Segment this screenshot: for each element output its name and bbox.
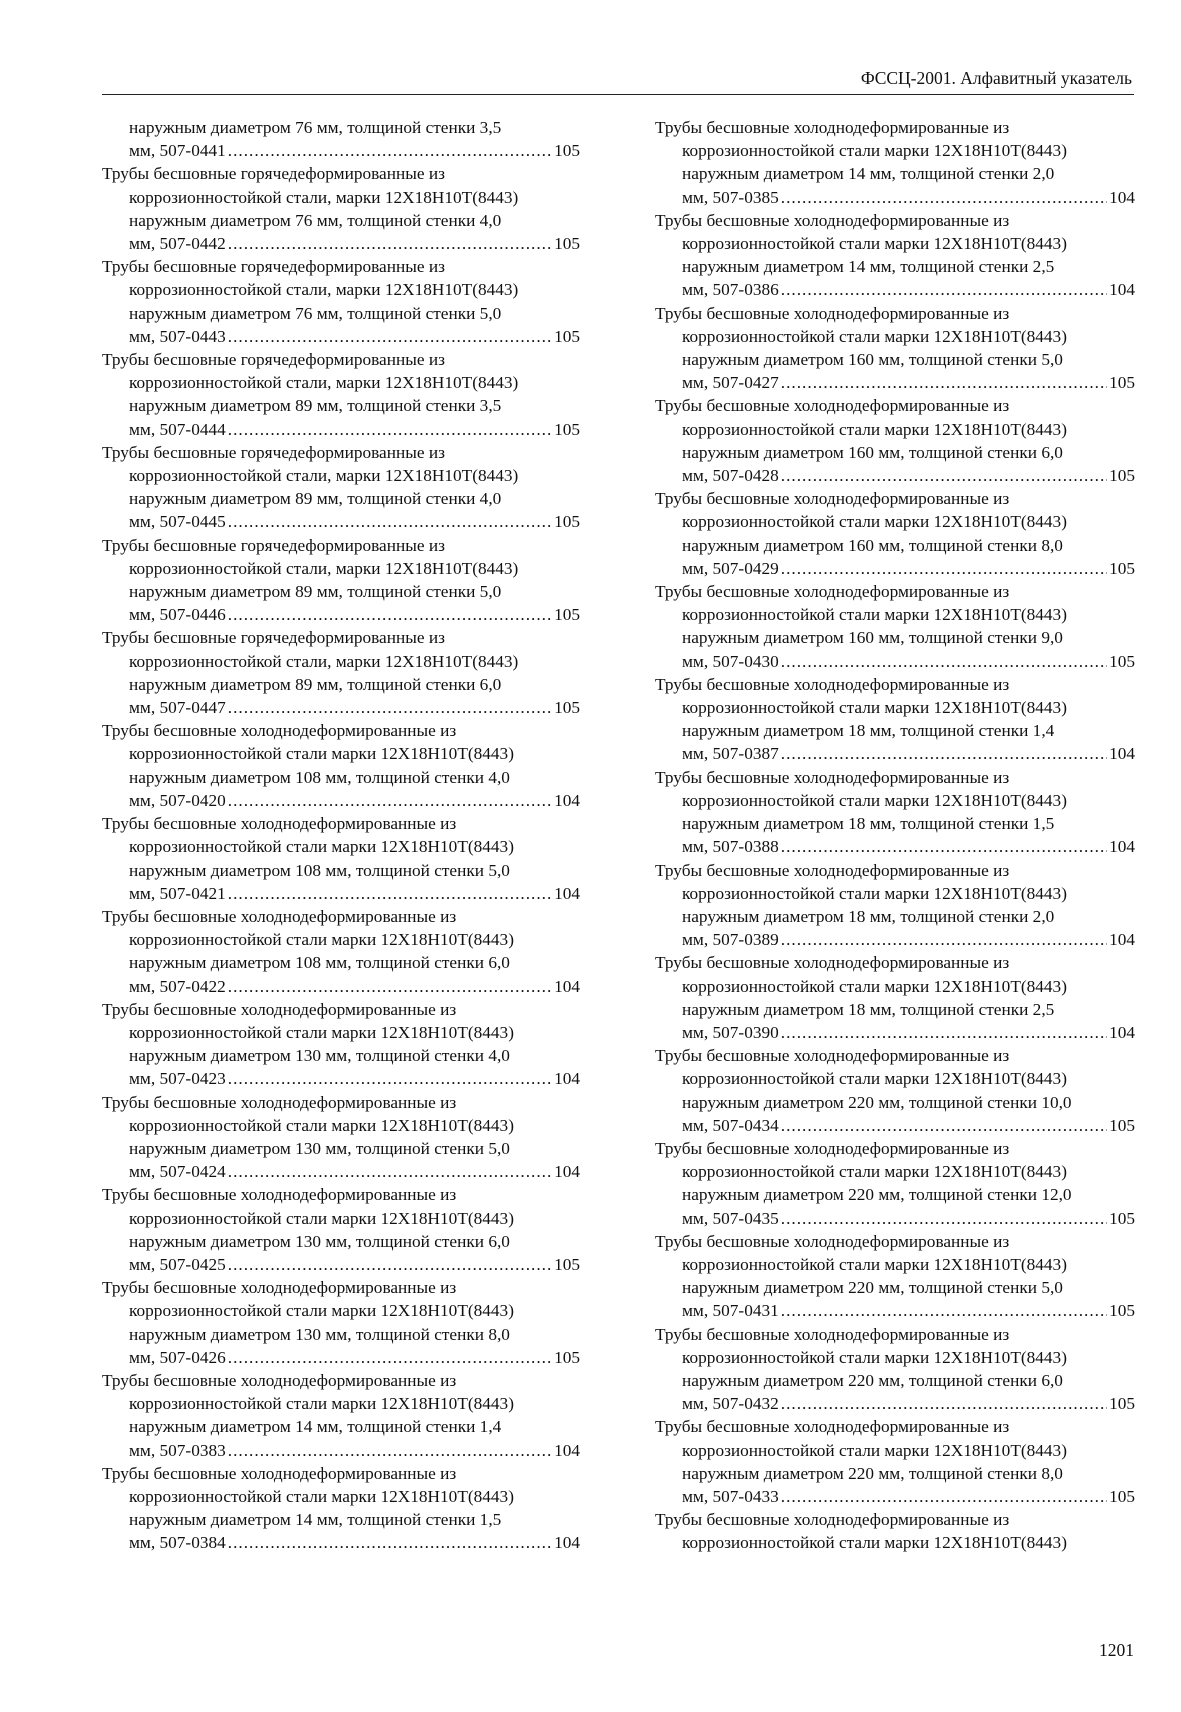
entry-text-line: коррозионностойкой стали марки 12Х18Н10Т(8443) [682,1254,1067,1274]
entry-text-line: Трубы бесшовные холоднодеформированные из [102,814,457,834]
entry-text-line: коррозионностойкой стали марки 12Х18Н10Т(8443) [129,1022,514,1042]
index-entry [655,673,1135,766]
entry-code-line [102,1531,580,1554]
entry-text-line: коррозионностойкой стали марки 12Х18Н10Т(8443) [682,512,1067,532]
index-entry [655,859,1135,952]
entry-text-line: Трубы бесшовные холоднодеформированные из [102,721,457,741]
dot-leader [781,1485,1107,1508]
entry-text-line: коррозионностойкой стали, марки 12Х18Н10Т(8443) [129,373,519,393]
entry-text-line: наружным диаметром 220 мм, толщиной стенки 8,0 [682,1463,1063,1483]
resource-code: мм, 507-0445 [129,512,226,532]
entry-code-line [655,1207,1135,1230]
entry-text-line: Трубы бесшовные горячедеформированные из [102,164,445,184]
entry-code-line [655,835,1135,858]
dot-leader [228,232,552,255]
dot-leader [228,696,552,719]
resource-code: мм, 507-0435 [682,1208,779,1228]
page-reference[interactable]: 105 [554,605,580,625]
index-entry [102,255,580,348]
entry-text-line: коррозионностойкой стали марки 12Х18Н10Т(8443) [129,930,514,950]
index-entry [102,1276,580,1369]
dot-leader [228,325,552,348]
entry-text-line: наружным диаметром 160 мм, толщиной стенки 9,0 [682,628,1063,648]
page-reference[interactable]: 104 [1109,837,1135,857]
page-reference[interactable]: 105 [554,1347,580,1367]
resource-code: мм, 507-0423 [129,1069,226,1089]
entry-text-line: Трубы бесшовные холоднодеформированные из [102,1092,457,1112]
dot-leader [228,510,552,533]
index-entry [102,116,580,162]
entry-text-line: наружным диаметром 160 мм, толщиной стенки 8,0 [682,535,1063,555]
dot-leader [781,1114,1107,1137]
dot-leader [781,278,1107,301]
resource-code: мм, 507-0426 [129,1347,226,1367]
entry-text-line: коррозионностойкой стали марки 12Х18Н10Т(8443) [682,698,1067,718]
index-entry [655,1137,1135,1230]
index-entry [655,951,1135,1044]
entry-text-line: Трубы бесшовные холоднодеформированные из [102,906,457,926]
entry-text-line: коррозионностойкой стали марки 12Х18Н10Т(8443) [129,1301,514,1321]
index-entry [102,1369,580,1462]
entry-text-line: коррозионностойкой стали, марки 12Х18Н10Т(8443) [129,187,519,207]
resource-code: мм, 507-0386 [682,280,779,300]
dot-leader [781,650,1107,673]
page-reference[interactable]: 105 [554,141,580,161]
index-column-right [655,116,1135,1555]
resource-code: мм, 507-0428 [682,466,779,486]
entry-text-line: коррозионностойкой стали марки 12Х18Н10Т(8443) [129,1394,514,1414]
entry-code-line [655,1392,1135,1415]
entry-text-line: коррозионностойкой стали марки 12Х18Н10Т(8443) [682,326,1067,346]
page-reference[interactable]: 104 [554,1440,580,1460]
dot-leader [228,418,552,441]
entry-text-line: коррозионностойкой стали марки 12Х18Н10Т(8443) [682,234,1067,254]
entry-text-line: Трубы бесшовные холоднодеформированные из [102,1463,457,1483]
page-reference[interactable]: 105 [554,512,580,532]
entry-text-line: коррозионностойкой стали марки 12Х18Н10Т(8443) [682,1347,1067,1367]
entry-text-line: Трубы бесшовные холоднодеформированные из [655,767,1010,787]
dot-leader [781,1299,1107,1322]
entry-text-line: коррозионностойкой стали марки 12Х18Н10Т(8443) [129,1115,514,1135]
entry-text-line: коррозионностойкой стали марки 12Х18Н10Т(8443) [682,419,1067,439]
dot-leader [781,1207,1107,1230]
page-reference[interactable]: 105 [1109,651,1135,671]
index-entry [102,1091,580,1184]
resource-code: мм, 507-0422 [129,976,226,996]
index-entry [102,534,580,627]
entry-text-line: коррозионностойкой стали, марки 12Х18Н10Т(8443) [129,466,519,486]
page-reference[interactable]: 105 [1109,1208,1135,1228]
entry-text-line: наружным диаметром 89 мм, толщиной стенки 6,0 [129,674,502,694]
entry-text-line: коррозионностойкой стали марки 12Х18Н10Т(8443) [682,1533,1067,1553]
entry-code-line [102,1067,580,1090]
page-reference[interactable]: 104 [1109,1022,1135,1042]
dot-leader [228,1160,552,1183]
dot-leader [228,1346,552,1369]
entry-text-line: Трубы бесшовные холоднодеформированные из [655,1138,1010,1158]
dot-leader [228,975,552,998]
entry-text-line: Трубы бесшовные холоднодеформированные из [655,953,1010,973]
dot-leader [781,835,1107,858]
entry-text-line: Трубы бесшовные холоднодеформированные из [655,1324,1010,1344]
entry-code-line [102,696,580,719]
page-reference[interactable]: 104 [554,976,580,996]
entry-text-line: Трубы бесшовные горячедеформированные из [102,628,445,648]
entry-text-line: коррозионностойкой стали, марки 12Х18Н10Т(8443) [129,558,519,578]
entry-code-line [102,139,580,162]
resource-code: мм, 507-0420 [129,790,226,810]
index-entry [102,348,580,441]
entry-text-line: наружным диаметром 18 мм, толщиной стенки 1,5 [682,814,1055,834]
page-reference[interactable]: 105 [554,326,580,346]
resource-code: мм, 507-0427 [682,373,779,393]
dot-leader [228,1439,552,1462]
index-entry [655,580,1135,673]
entry-code-line [102,975,580,998]
index-entry [102,719,580,812]
entry-text-line: коррозионностойкой стали марки 12Х18Н10Т(8443) [682,1069,1067,1089]
resource-code: мм, 507-0383 [129,1440,226,1460]
dot-leader [781,742,1107,765]
index-entry [655,1415,1135,1508]
entry-code-line [655,186,1135,209]
dot-leader [228,1253,552,1276]
entry-code-line [655,464,1135,487]
resource-code: мм, 507-0388 [682,837,779,857]
entry-text-line: коррозионностойкой стали марки 12Х18Н10Т(8443) [682,141,1067,161]
page-reference[interactable]: 104 [1109,280,1135,300]
entry-code-line [102,232,580,255]
entry-code-line [655,742,1135,765]
entry-text-line: Трубы бесшовные холоднодеформированные из [655,674,1010,694]
entry-text-line: Трубы бесшовные горячедеформированные из [102,350,445,370]
dot-leader [781,186,1107,209]
entry-text-line: Трубы бесшовные горячедеформированные из [102,535,445,555]
resource-code: мм, 507-0444 [129,419,226,439]
resource-code: мм, 507-0447 [129,698,226,718]
page-number: 1201 [1099,1640,1134,1660]
dot-leader [781,928,1107,951]
dot-leader [228,1531,552,1554]
entry-code-line [102,1160,580,1183]
entry-text-line: Трубы бесшовные холоднодеформированные из [655,1231,1010,1251]
page-reference[interactable]: 104 [554,883,580,903]
entry-text-line: наружным диаметром 18 мм, толщиной стенки 2,5 [682,999,1055,1019]
index-entry [655,1508,1135,1554]
entry-text-line: коррозионностойкой стали, марки 12Х18Н10Т(8443) [129,651,519,671]
dot-leader [228,1067,552,1090]
resource-code: мм, 507-0431 [682,1301,779,1321]
dot-leader [781,1021,1107,1044]
resource-code: мм, 507-0389 [682,930,779,950]
dot-leader [781,371,1107,394]
entry-text-line: Трубы бесшовные холоднодеформированные из [655,303,1010,323]
entry-code-line [102,510,580,533]
page-reference[interactable]: 104 [554,1069,580,1089]
entry-text-line: коррозионностойкой стали, марки 12Х18Н10Т(8443) [129,280,519,300]
entry-text-line: наружным диаметром 160 мм, толщиной стенки 6,0 [682,442,1063,462]
entry-text-line: Трубы бесшовные холоднодеформированные из [102,1278,457,1298]
entry-text-line: коррозионностойкой стали марки 12Х18Н10Т(8443) [682,1440,1067,1460]
dot-leader [781,1392,1107,1415]
entry-text-line: наружным диаметром 108 мм, толщиной стенки 4,0 [129,767,510,787]
entry-text-line: Трубы бесшовные холоднодеформированные из [102,1370,457,1390]
index-entry [655,116,1135,209]
index-entry [102,1462,580,1555]
entry-text-line: наружным диаметром 89 мм, толщиной стенки 3,5 [129,396,502,416]
dot-leader [781,557,1107,580]
index-entry [102,998,580,1091]
index-entry [102,162,580,255]
entry-text-line: коррозионностойкой стали марки 12Х18Н10Т(8443) [129,1486,514,1506]
index-entry [102,441,580,534]
index-entry [102,1183,580,1276]
resource-code: мм, 507-0446 [129,605,226,625]
entry-text-line: наружным диаметром 220 мм, толщиной стенки 10,0 [682,1092,1072,1112]
index-entry [655,1323,1135,1416]
page-reference[interactable]: 105 [554,698,580,718]
dot-leader [228,603,552,626]
entry-text-line: наружным диаметром 18 мм, толщиной стенки 2,0 [682,906,1055,926]
page-reference[interactable]: 104 [1109,187,1135,207]
entry-text-line: наружным диаметром 160 мм, толщиной стенки 5,0 [682,350,1063,370]
entry-code-line [655,371,1135,394]
entry-code-line [655,278,1135,301]
entry-code-line [102,418,580,441]
entry-text-line: коррозионностойкой стали марки 12Х18Н10Т(8443) [682,976,1067,996]
resource-code: мм, 507-0443 [129,326,226,346]
entry-text-line: коррозионностойкой стали марки 12Х18Н10Т(8443) [129,837,514,857]
dot-leader [228,882,552,905]
resource-code: мм, 507-0432 [682,1394,779,1414]
entry-text-line: наружным диаметром 220 мм, толщиной стенки 6,0 [682,1370,1063,1390]
entry-code-line [655,928,1135,951]
entry-text-line: наружным диаметром 130 мм, толщиной стенки 6,0 [129,1231,510,1251]
page-reference[interactable]: 105 [1109,1394,1135,1414]
entry-code-line [102,603,580,626]
resource-code: мм, 507-0421 [129,883,226,903]
entry-text-line: Трубы бесшовные горячедеформированные из [102,257,445,277]
resource-code: мм, 507-0387 [682,744,779,764]
entry-text-line: наружным диаметром 76 мм, толщиной стенки 3,5 [129,118,502,137]
page-reference[interactable]: 105 [554,1254,580,1274]
entry-text-line: наружным диаметром 130 мм, толщиной стенки 5,0 [129,1138,510,1158]
resource-code: мм, 507-0434 [682,1115,779,1135]
entry-text-line: Трубы бесшовные холоднодеформированные из [655,210,1010,230]
resource-code: мм, 507-0424 [129,1162,226,1182]
entry-code-line [655,1021,1135,1044]
entry-text-line: наружным диаметром 220 мм, толщиной стенки 12,0 [682,1185,1072,1205]
entry-code-line [655,1485,1135,1508]
dot-leader [228,139,552,162]
entry-text-line: наружным диаметром 89 мм, толщиной стенки 4,0 [129,489,502,509]
index-entry [102,812,580,905]
entry-code-line [655,650,1135,673]
page-reference[interactable]: 105 [1109,558,1135,578]
entry-text-line: наружным диаметром 108 мм, толщиной стенки 6,0 [129,953,510,973]
entry-text-line: наружным диаметром 130 мм, толщиной стенки 4,0 [129,1046,510,1066]
resource-code: мм, 507-0430 [682,651,779,671]
index-entry [655,766,1135,859]
entry-text-line: Трубы бесшовные холоднодеформированные из [655,1046,1010,1066]
resource-code: мм, 507-0385 [682,187,779,207]
header-title: ФССЦ-2001. Алфавитный указатель [860,68,1132,88]
resource-code: мм, 507-0433 [682,1486,779,1506]
entry-code-line [102,789,580,812]
resource-code: мм, 507-0390 [682,1022,779,1042]
index-entry [655,487,1135,580]
index-entry [655,1230,1135,1323]
entry-text-line: наружным диаметром 14 мм, толщиной стенки 1,4 [129,1417,502,1437]
entry-text-line: Трубы бесшовные холоднодеформированные из [655,582,1010,602]
index-entry [655,302,1135,395]
running-header [102,64,1134,95]
entry-text-line: наружным диаметром 108 мм, толщиной стенки 5,0 [129,860,510,880]
entry-text-line: коррозионностойкой стали марки 12Х18Н10Т(8443) [682,1162,1067,1182]
index-entry [655,394,1135,487]
entry-text-line: Трубы бесшовные горячедеформированные из [102,442,445,462]
entry-text-line: наружным диаметром 14 мм, толщиной стенки 2,5 [682,257,1055,277]
entry-code-line [655,1299,1135,1322]
page-reference[interactable]: 105 [1109,466,1135,486]
entry-code-line [102,325,580,348]
page-reference[interactable]: 105 [1109,373,1135,393]
entry-code-line [102,882,580,905]
page-reference[interactable]: 105 [1109,1486,1135,1506]
entry-text-line: Трубы бесшовные холоднодеформированные из [655,1417,1010,1437]
entry-text-line: коррозионностойкой стали марки 12Х18Н10Т(8443) [682,790,1067,810]
entry-text-line: Трубы бесшовные холоднодеформированные из [655,118,1010,137]
entry-text-line: наружным диаметром 130 мм, толщиной стенки 8,0 [129,1324,510,1344]
resource-code: мм, 507-0384 [129,1533,226,1553]
dot-leader [781,464,1107,487]
entry-code-line [655,557,1135,580]
entry-text-line: наружным диаметром 220 мм, толщиной стенки 5,0 [682,1278,1063,1298]
index-entry [102,905,580,998]
entry-text-line: Трубы бесшовные холоднодеформированные из [655,396,1010,416]
index-entry [655,1044,1135,1137]
entry-text-line: Трубы бесшовные холоднодеформированные из [102,999,457,1019]
resource-code: мм, 507-0425 [129,1254,226,1274]
entry-text-line: наружным диаметром 14 мм, толщиной стенки 2,0 [682,164,1055,184]
resource-code: мм, 507-0429 [682,558,779,578]
page-reference[interactable]: 105 [1109,1115,1135,1135]
entry-text-line: Трубы бесшовные холоднодеформированные из [655,860,1010,880]
entry-text-line: наружным диаметром 76 мм, толщиной стенки 5,0 [129,303,502,323]
entry-text-line: Трубы бесшовные холоднодеформированные из [102,1185,457,1205]
resource-code: мм, 507-0442 [129,234,226,254]
resource-code: мм, 507-0441 [129,141,226,161]
entry-text-line: наружным диаметром 18 мм, толщиной стенки 1,4 [682,721,1055,741]
entry-text-line: коррозионностойкой стали марки 12Х18Н10Т(8443) [682,605,1067,625]
entry-code-line [102,1253,580,1276]
index-entry [102,626,580,719]
page-reference[interactable]: 105 [554,234,580,254]
page-reference[interactable]: 104 [554,1162,580,1182]
entry-code-line [102,1439,580,1462]
entry-text-line: коррозионностойкой стали марки 12Х18Н10Т(8443) [129,744,514,764]
index-column-left [102,116,580,1555]
entry-code-line [102,1346,580,1369]
entry-text-line: наружным диаметром 76 мм, толщиной стенки 4,0 [129,210,502,230]
entry-text-line: коррозионностойкой стали марки 12Х18Н10Т(8443) [682,883,1067,903]
page-reference[interactable]: 104 [1109,930,1135,950]
entry-text-line: наружным диаметром 14 мм, толщиной стенки 1,5 [129,1510,502,1530]
index-entry [655,209,1135,302]
page-reference[interactable]: 104 [554,1533,580,1553]
entry-text-line: наружным диаметром 89 мм, толщиной стенки 5,0 [129,582,502,602]
entry-text-line: Трубы бесшовные холоднодеформированные из [655,1510,1010,1530]
entry-text-line: Трубы бесшовные холоднодеформированные из [655,489,1010,509]
page-reference[interactable]: 105 [1109,1301,1135,1321]
entry-text-line: коррозионностойкой стали марки 12Х18Н10Т(8443) [129,1208,514,1228]
page-reference[interactable]: 105 [554,419,580,439]
page-reference[interactable]: 104 [554,790,580,810]
dot-leader [228,789,552,812]
entry-code-line [655,1114,1135,1137]
page-reference[interactable]: 104 [1109,744,1135,764]
